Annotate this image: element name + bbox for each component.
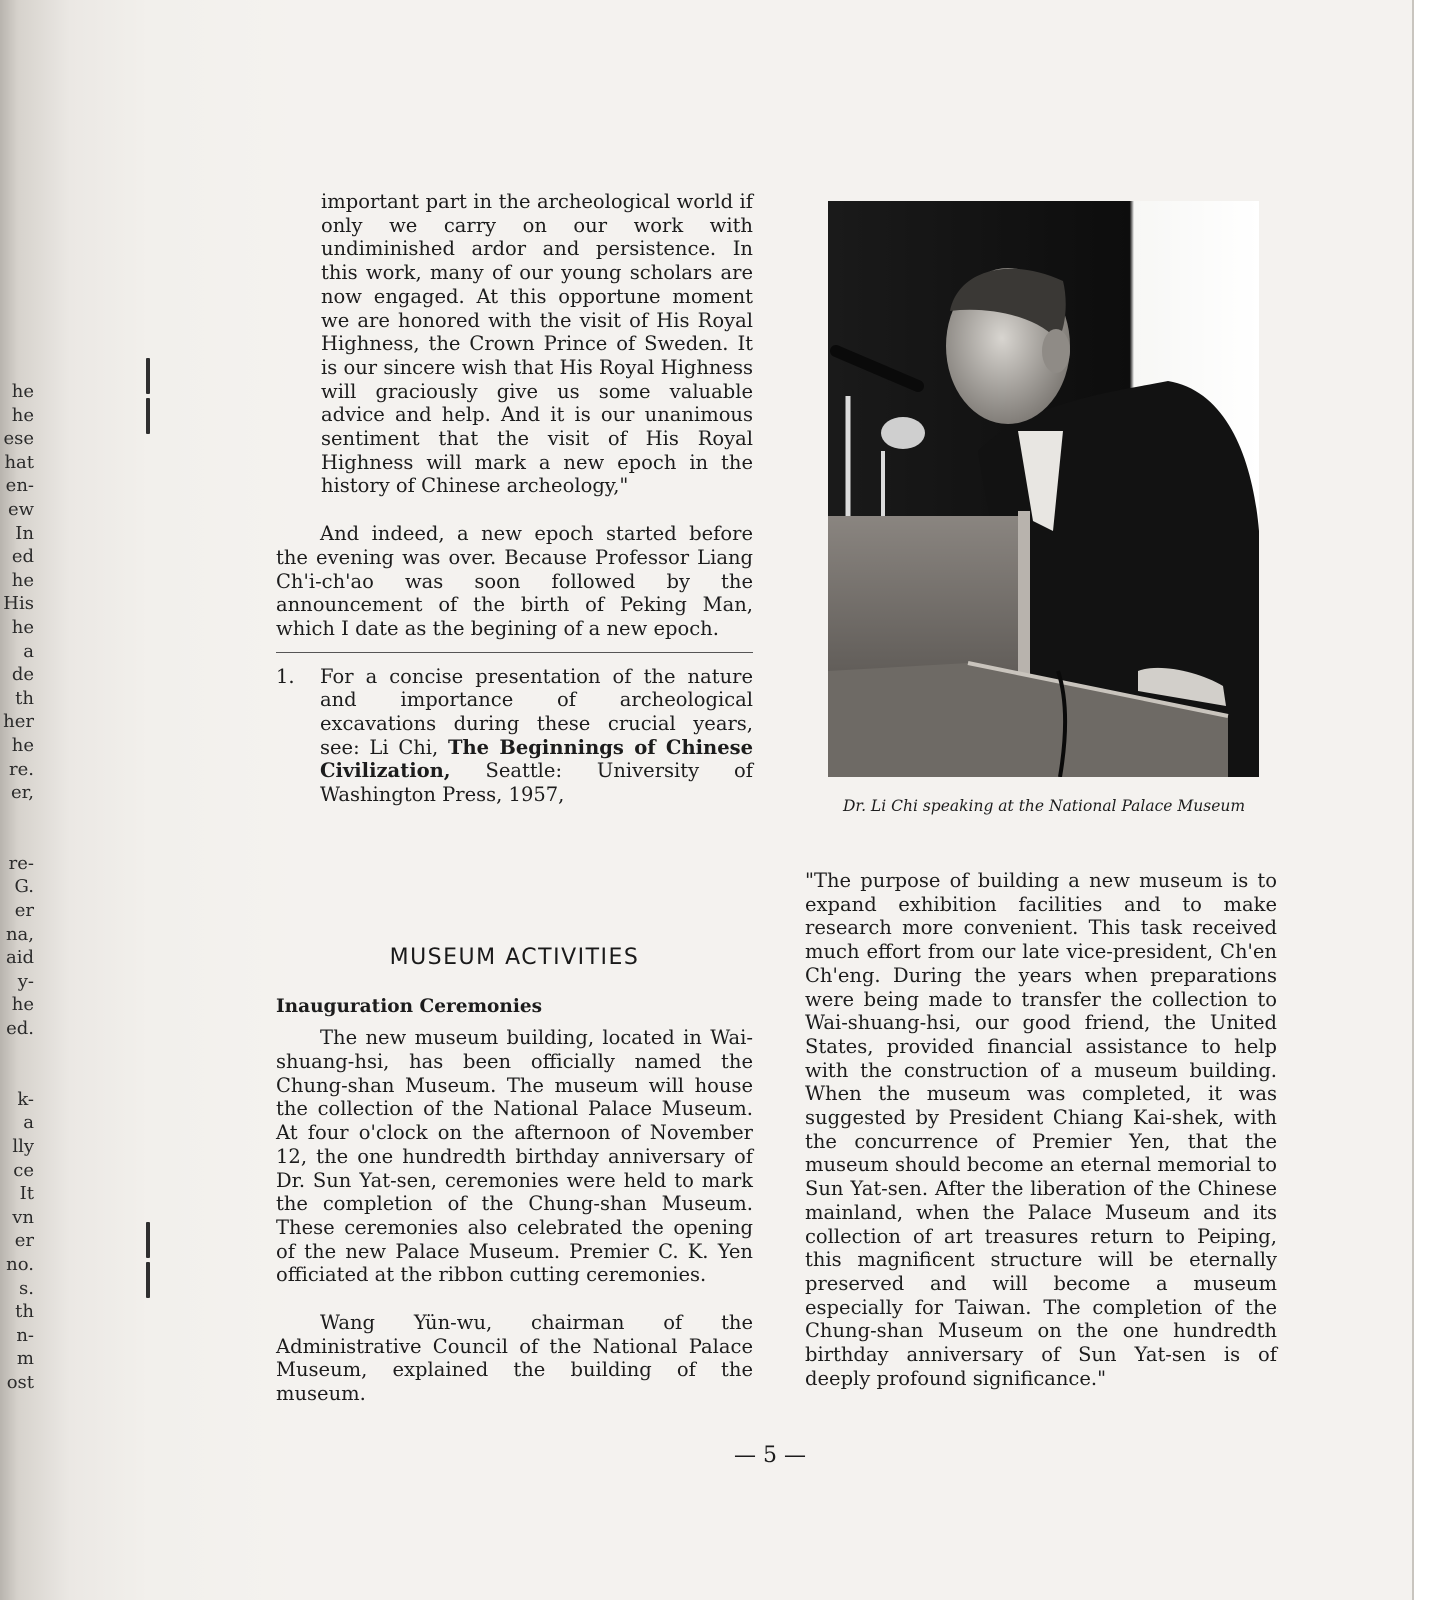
staple-mark [146,398,150,434]
footnote-number: 1. [276,664,295,688]
previous-page-text-fragment: hat [4,451,34,473]
staple-mark [146,358,150,394]
previous-page-text-fragment: de [11,664,34,686]
paragraph-new-epoch: And indeed, a new epoch started before the evening was over. Because Professor Liang Ch'i-ch'ao was soon followed by the announcement of the birth of Peking Man, which I date as the begining of a new epoch. [276,522,753,640]
footnote-text [320,665,753,807]
previous-page-text-fragment: a [23,1112,34,1134]
subheading: Inauguration Ceremonies [276,995,543,1017]
previous-page-text-fragment: In [15,522,34,544]
previous-page-text-fragment: th [15,1301,34,1323]
footnote-divider [276,652,753,653]
previous-page-text-fragment: ost [6,1371,34,1393]
previous-page-text-fragment: ed [11,546,34,568]
previous-page-text-fragment: he [11,381,34,402]
previous-page-text-fragment: vn [12,1206,34,1228]
previous-page-text-fragment: m [16,1348,34,1370]
left-column [276,190,753,1406]
previous-page-text-fragment [0,828,34,852]
right-column [805,869,1277,1390]
previous-page-text-fragment: no. [6,1253,34,1275]
paragraph-wang-yun-wu: Wang Yün-wu, chairman of the Administrative Council of the National Palace Museum, explained the building of the museum. [276,1311,753,1406]
paragraph-inauguration: The new museum building, located in Wai-shuang-hsi, has been officially named the Chung-shan Museum. The museum will house the collection of the National Palace Museum. At four o'clock on the afternoon of November 12, the one hundredth birthday anniversary of Dr. Sun Yat-sen, ceremonies were held to mark the completion of the Chung-shan Museum. These ceremonies also celebrated the opening of the new Palace Museum. Premier C. K. Yen officiated at the ribbon cutting ceremonies. [276,1026,753,1287]
previous-page-text-fragment: he [11,734,34,756]
previous-page-text-fragment: lly [12,1136,34,1157]
previous-page-text-fragment: th [15,687,34,709]
previous-page-text-fragment: ese [3,428,34,450]
footnote [276,665,753,807]
staple-mark [146,1262,150,1298]
previous-page-text-fragment: er [14,1230,34,1252]
speaker-photo [828,201,1259,777]
previous-page-text-fragment: re- [8,852,34,874]
footnote-book-title: The Beginnings of Chinese Civilization, [320,735,753,783]
previous-page-text-fragment: a [23,640,34,662]
previous-page-text-fragment: aid [5,947,34,969]
previous-page-text-fragment: ce [13,1159,34,1181]
previous-page-text-fragment: n- [16,1324,34,1346]
previous-page-text-fragment: G. [14,876,34,898]
previous-page-text-fragment: er [14,900,34,922]
previous-page-text-fragment: he [11,569,34,591]
previous-page-edge [0,380,34,1395]
previous-page-text-fragment: en- [5,475,34,497]
previous-page-text-fragment: he [11,616,34,638]
previous-page-text-fragment: k- [17,1088,34,1110]
previous-page-text-fragment: he [11,404,34,426]
previous-page-text-fragment [0,1064,34,1088]
previous-page-text-fragment: her [3,711,34,733]
section-title: MUSEUM ACTIVITIES [389,944,640,970]
footnote-text-after: Seattle: University of Washington Press, 1957, [320,759,753,807]
page-number: — 5 — [734,1443,806,1468]
previous-page-text-fragment [0,805,34,829]
previous-page-text-fragment: It [19,1183,34,1205]
previous-page-text-fragment: ed. [6,1018,34,1040]
paragraph-museum-purpose-quote: "The purpose of building a new museum is to expand exhibition facilities and to make research more convenient. This task received much effort from our late vice-president, Ch'en Ch'eng. During the years when preparations were being made to transfer the collection to Wai-shuang-hsi, our good friend, the United States, provided financial assistance to help with the construction of a museum building. When the museum was completed, it was suggested by President Chiang Kai-shek, with the concurrence of Premier Yen, that the museum should become an eternal memorial to Sun Yat-sen. After the liberation of the Chinese mainland, when the Palace Museum and its collection of art treasures return to Peiping, this magnificent structure will be eternally preserved and will become a museum especially for Taiwan. The completion of the Chung-shan Museum on the one hundredth birthday anniversary of Sun Yat-sen is of deeply profound significance." [805,869,1277,1390]
previous-page-text-fragment: er, [10,782,34,804]
previous-page-text-fragment: y- [17,970,34,992]
previous-page-text-fragment: ew [7,498,34,520]
previous-page-text-fragment [0,1041,34,1065]
staple-mark [146,1222,150,1258]
previous-page-text-fragment: na, [5,923,34,945]
quote-continuation: important part in the archeological world if only we carry on our work with undiminished ardor and persistence. In this work, many of our young scholars are now engaged. At this opportune moment we are honored with the visit of His Royal Highness, the Crown Prince of Sweden. It is our sincere wish that His Royal Highness will graciously give us some valuable advice and help. And it is our unanimous sentiment that the visit of His Royal Highness will mark a new epoch in the history of Chinese archeology," [321,190,753,498]
previous-page-text-fragment: s. [19,1277,34,1299]
previous-page-text-fragment: His [3,593,34,615]
photo-caption: Dr. Li Chi speaking at the National Palace Museum [842,797,1246,815]
previous-page-text-fragment: he [11,994,34,1016]
previous-page-text-fragment: re. [9,758,34,780]
footnote-text-before: For a concise presentation of the nature and importance of archeological excavations during these crucial years, see: Li Chi, [320,664,753,759]
